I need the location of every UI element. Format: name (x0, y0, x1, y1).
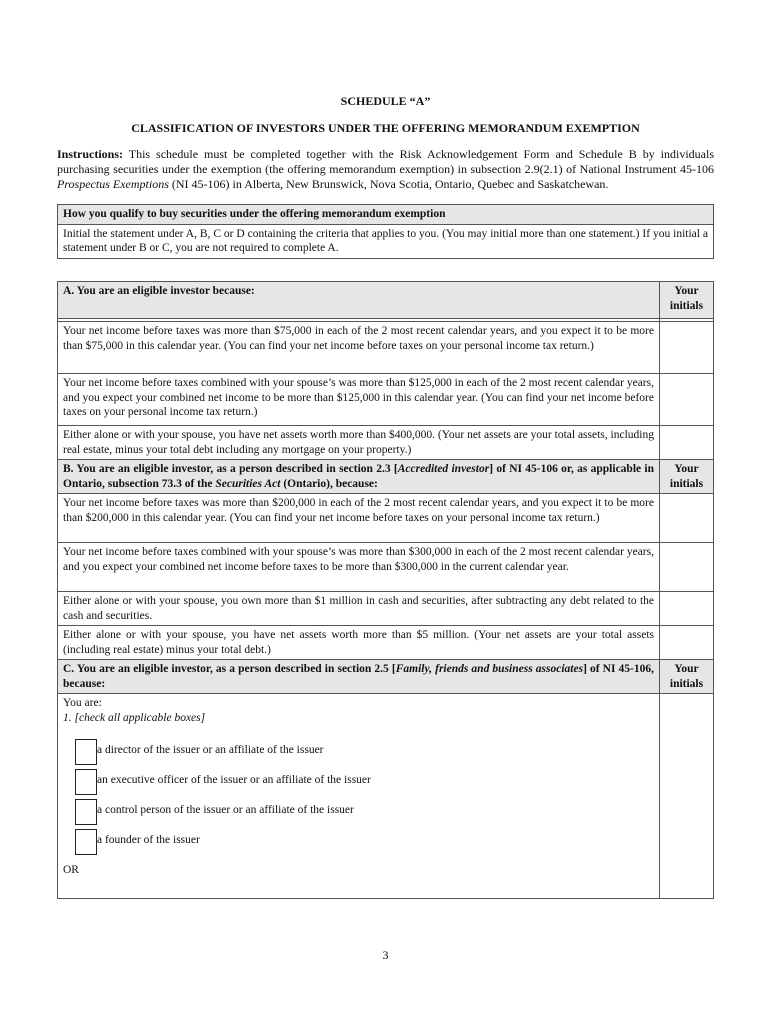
section-a-item-2: Your net income before taxes combined with your spouse’s was more than $125,000 in each of the 2 most recent calendar years, and you expect your combined net income to be more than $125,000 in this calendar year. (You can find your net income before taxes on your personal income tax return.) (58, 374, 660, 426)
section-b-header (58, 460, 660, 494)
section-b-header-text-3: (Ontario), because: (280, 477, 378, 490)
section-b-item-1: Your net income before taxes was more than $200,000 in each of the 2 most recent calendar years, and you expect it to be more than $200,000 in this calendar year. (You can find your net income before taxes on your personal income tax return.) (58, 494, 660, 543)
section-a-item-1: Your net income before taxes was more than $75,000 in each of the 2 most recent calendar years, and you expect it to be more than $75,000 in this calendar year. (You can find your net income before taxes on your personal income tax return.) (58, 322, 660, 374)
schedule-title: SCHEDULE “A” (340, 94, 431, 108)
checkbox-label: a director of the issuer or an affiliate of the issuer (97, 744, 324, 756)
page-heading: CLASSIFICATION OF INVESTORS UNDER THE OFFERING MEMORANDUM EXEMPTION (131, 121, 640, 135)
initials-cell-a2[interactable] (660, 374, 714, 426)
page-number: 3 (382, 948, 389, 962)
section-a-item-3: Either alone or with your spouse, you have net assets worth more than $400,000. (Your net assets are your total assets, including real estate, minus your total debt including any mortgage on your property.) (58, 426, 660, 460)
qualify-body: Initial the statement under A, B, C or D containing the criteria that applies to you. (You may initial more than one statement.) If you initial a statement under B or C, you are not required to complete A. (58, 224, 714, 258)
initials-cell-a3[interactable] (660, 426, 714, 460)
checkbox[interactable] (75, 739, 97, 765)
section-b-header-text-1: B. You are an eligible investor, as a person described in section 2.3 [ (63, 463, 398, 475)
section-b-item-4: Either alone or with your spouse, you have net assets worth more than $5 million. (Your net assets are your total assets (including real estate) minus your total debt.) (58, 626, 660, 660)
checkbox[interactable] (75, 799, 97, 825)
or-label: OR (63, 864, 79, 876)
section-c-header-text-2: ] of NI 45-106, because: (63, 663, 654, 690)
section-b-initials-header: Your initials (660, 460, 714, 494)
section-c-header-text-1: C. You are an eligible investor, as a person described in section 2.5 [ (63, 663, 396, 675)
section-c-initials-header: Your initials (660, 660, 714, 694)
checkbox-label: a control person of the issuer or an affiliate of the issuer (97, 804, 354, 816)
checkbox[interactable] (75, 769, 97, 795)
instructions-italic: Prospectus Exemptions (57, 177, 169, 191)
section-b-item-2: Your net income before taxes combined with your spouse’s was more than $300,000 in each of the 2 most recent calendar years, and you expect your combined net income before taxes to be more than $300,000 in the current calendar year. (58, 543, 660, 592)
initials-cell-b3[interactable] (660, 592, 714, 626)
checkbox[interactable] (75, 829, 97, 855)
checkbox-label: an executive officer of the issuer or an affiliate of the issuer (97, 774, 371, 786)
section-a-header: A. You are an eligible investor because: (58, 282, 660, 319)
section-b-item-3: Either alone or with your spouse, you own more than $1 million in cash and securities, after subtracting any debt related to the cash and securities. (58, 592, 660, 626)
initials-cell-b2[interactable] (660, 543, 714, 592)
checkbox-item-executive-officer[interactable] (63, 769, 654, 799)
check-note: 1. [check all applicable boxes] (63, 711, 206, 724)
you-are-label: You are: (63, 697, 102, 709)
instructions-paragraph (57, 147, 714, 192)
qualify-header: How you qualify to buy securities under the offering memorandum exemption (58, 205, 714, 225)
instructions-label: Instructions: (57, 147, 124, 161)
eligibility-table (57, 281, 714, 899)
initials-cell-b4[interactable] (660, 626, 714, 660)
section-a-initials-header: Your initials (660, 282, 714, 319)
section-b-header-italic: Accredited investor (397, 463, 490, 475)
section-b-header-italic-2: Securities Act (215, 477, 281, 490)
checkbox-item-founder[interactable] (63, 829, 654, 859)
instructions-text-1: This schedule must be completed together with the Risk Acknowledgement Form and Schedule B by individuals purchasing securities under the exemption (the offering memorandum exemption) in subsection 2.9(2.1) of National Instrument 45-106 (57, 147, 714, 176)
section-b-header-text-2: ] of NI 45-106 or, as applicable in Ontario, subsection 73.3 of the (63, 463, 655, 490)
qualify-table (57, 204, 714, 259)
section-c-header-italic: Family, friends and business associates (395, 663, 584, 675)
initials-cell-a1[interactable] (660, 322, 714, 374)
checkbox-item-director[interactable] (63, 739, 654, 769)
instructions-text-2: (NI 45-106) in Alberta, New Brunswick, Nova Scotia, Ontario, Quebec and Saskatchewan. (168, 177, 609, 191)
section-c-body (58, 694, 660, 899)
initials-cell-c1[interactable] (660, 694, 714, 899)
section-c-header (58, 660, 660, 694)
checkbox-item-control-person[interactable] (63, 799, 654, 829)
initials-cell-b1[interactable] (660, 494, 714, 543)
checkbox-label: a founder of the issuer (97, 834, 200, 846)
